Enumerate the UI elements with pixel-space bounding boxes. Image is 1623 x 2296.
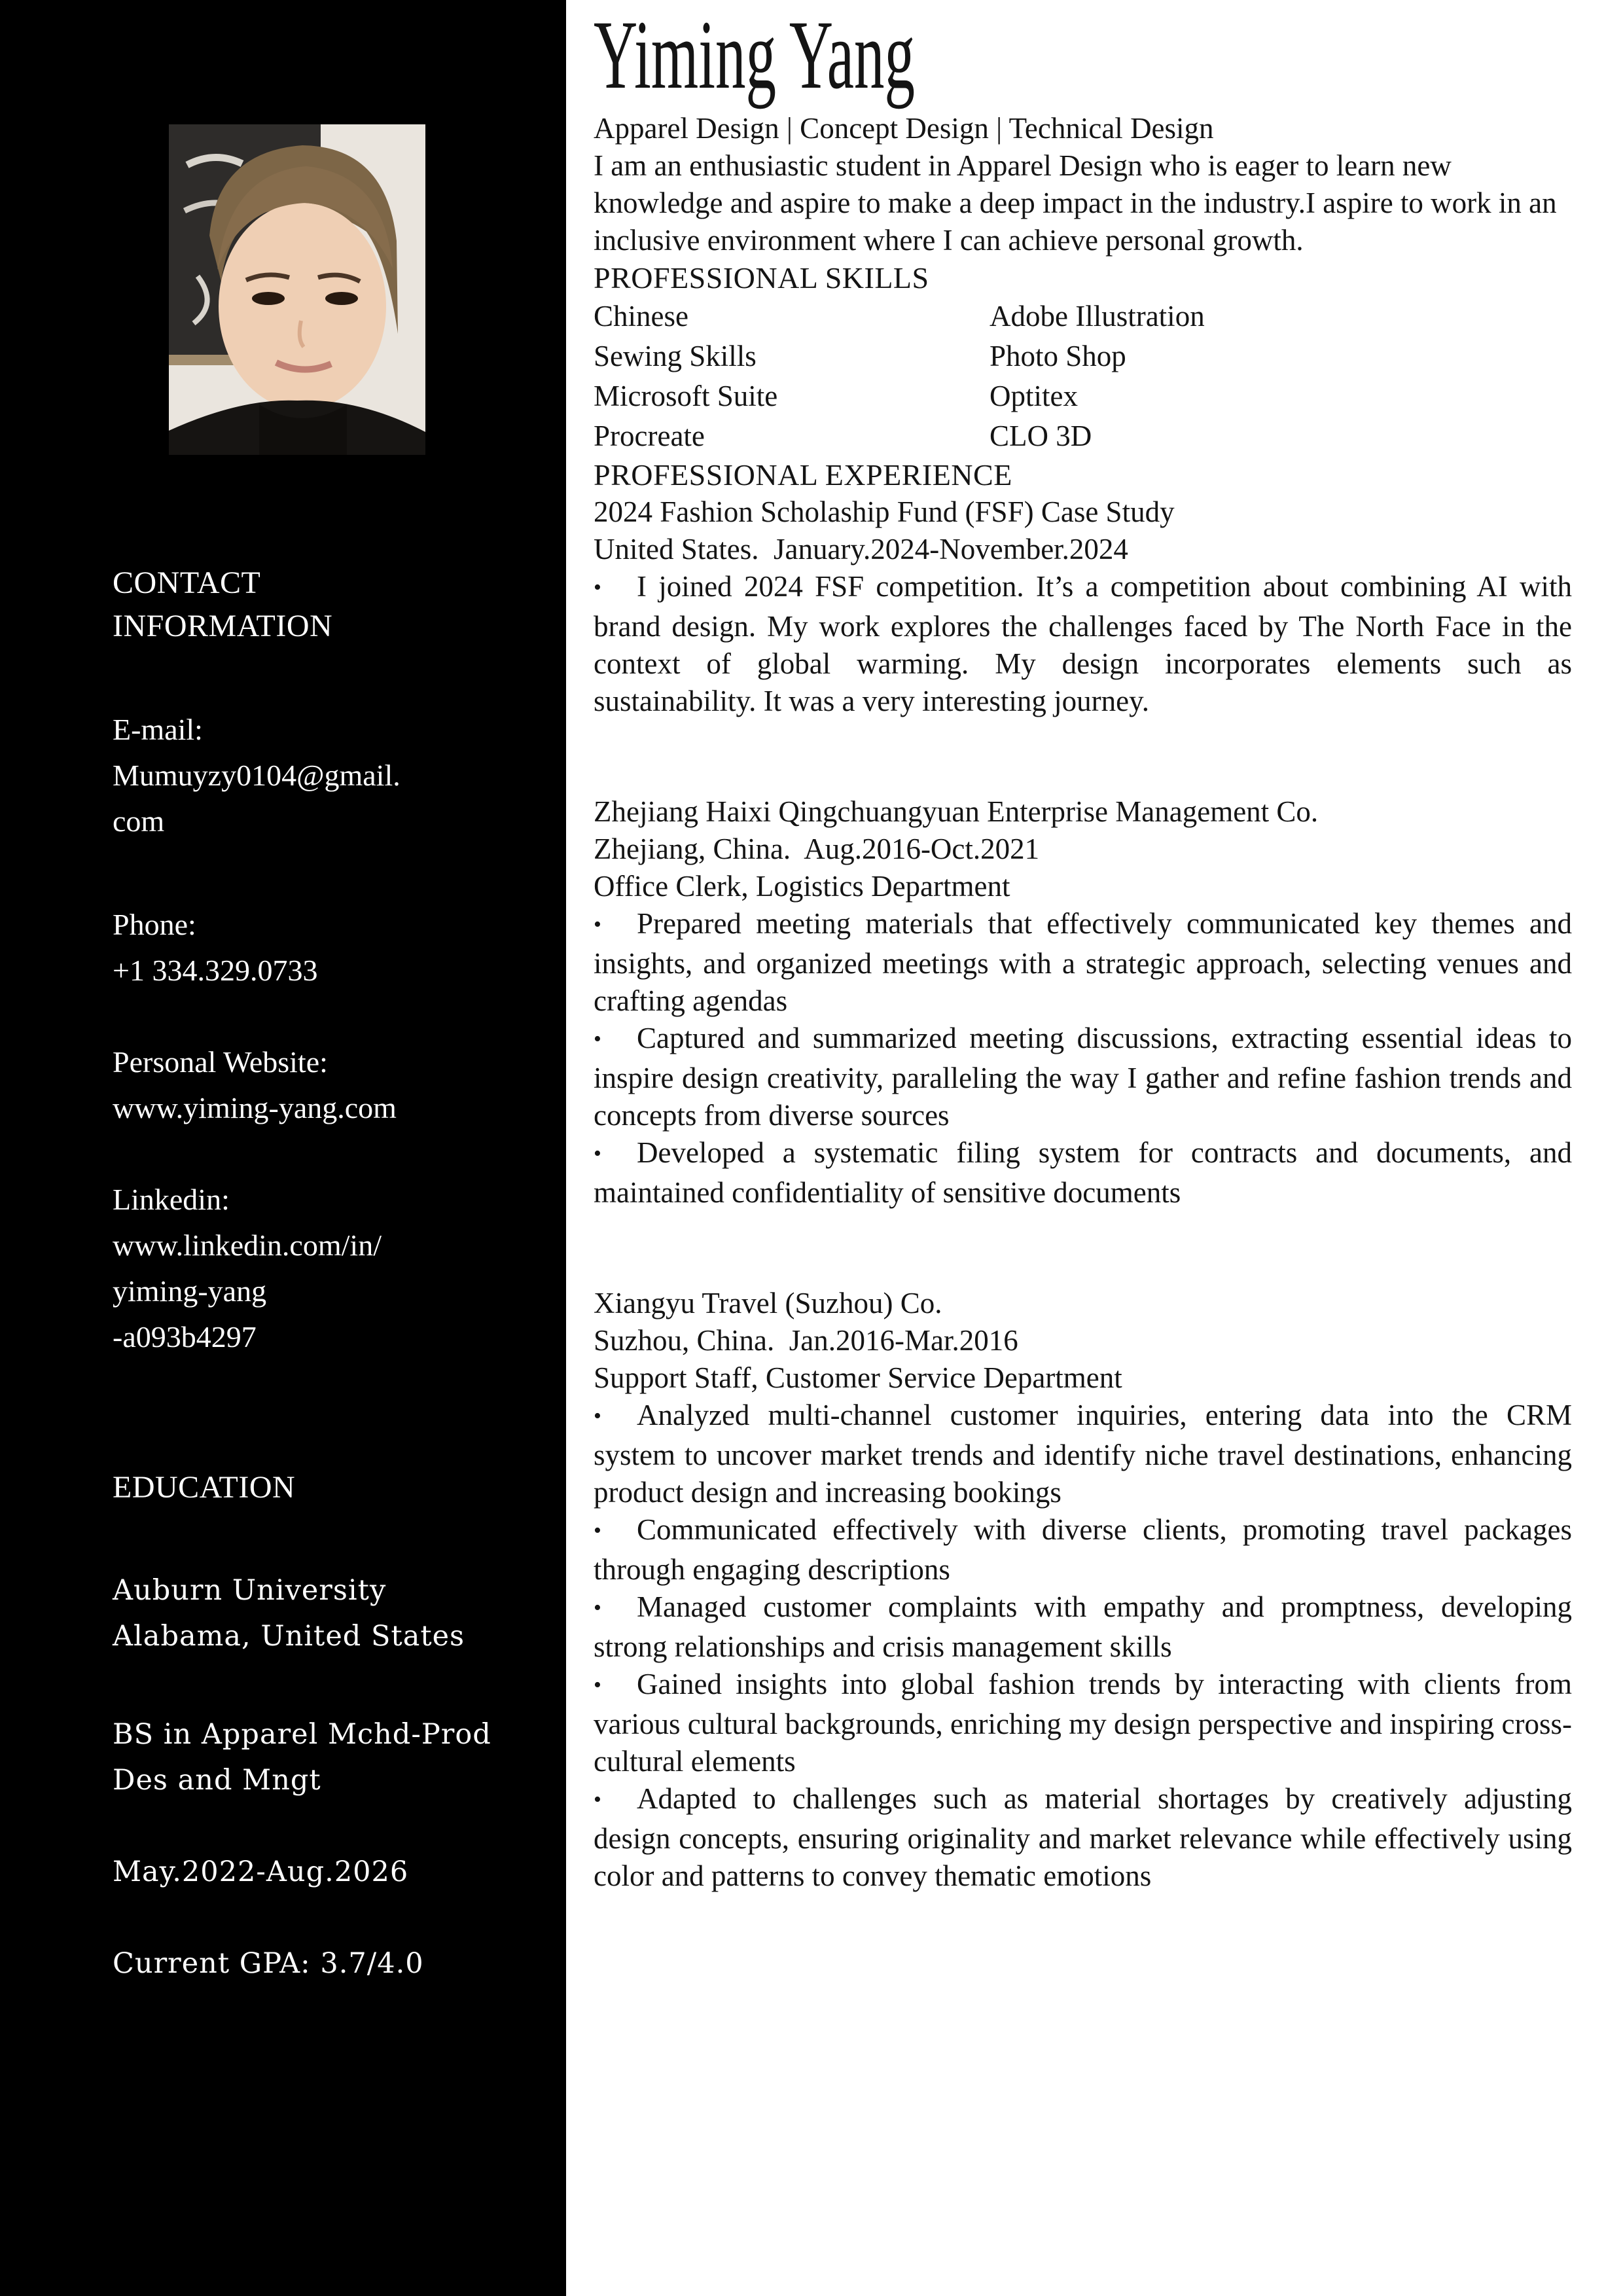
job-bullet (594, 905, 1572, 1020)
job-entry (594, 1285, 1572, 1895)
job-location-dates: United States. January.2024-November.2024 (594, 533, 1128, 565)
website-label: Personal Website: (113, 1045, 328, 1079)
bullet-icon: • (594, 1518, 601, 1543)
skills-column-right (990, 296, 1205, 456)
bullet-text: Developed a systematic filing system for contracts and documents, and maintained confidentiality of sensitive documents (594, 1136, 1572, 1209)
bullet-icon: • (594, 1404, 601, 1428)
tagline: Apparel Design | Concept Design | Technical Design (594, 112, 1214, 145)
linkedin-value-line: www.linkedin.com/in/ (113, 1229, 382, 1262)
job-title: 2024 Fashion Scholaship Fund (FSF) Case Study (594, 495, 1175, 528)
contact-heading-line: INFORMATION (113, 609, 333, 643)
skill-item: Sewing Skills (594, 340, 757, 372)
contact-heading-line: CONTACT (113, 565, 261, 600)
job-bullet (594, 1397, 1572, 1511)
bullet-icon: • (594, 1027, 601, 1051)
summary-paragraph: I am an enthusiastic student in Apparel Design who is eager to learn new knowledge and aspire to make a deep impact in the industry.I aspire to work in an inclusive environment where I can achieve personal growth. (594, 149, 1557, 257)
skill-item: CLO 3D (990, 420, 1092, 452)
bullet-text: Managed customer complaints with empathy and promptness, developing strong relationships and crisis management skills (594, 1590, 1572, 1663)
school-group (113, 1568, 531, 1659)
website-group (113, 1039, 531, 1131)
name-title: Yiming Yang (594, 1, 915, 109)
skill-item: Adobe Illustration (990, 300, 1205, 332)
website-value: www.yiming-yang.com (113, 1091, 397, 1124)
school-location: Alabama, United States (113, 1620, 465, 1653)
skill-item: Photo Shop (990, 340, 1126, 372)
bullet-icon: • (594, 912, 601, 937)
linkedin-value-line: -a093b4297 (113, 1320, 257, 1354)
job-bullet (594, 568, 1572, 720)
skills-table (594, 296, 1572, 456)
main-content (566, 0, 1623, 1895)
phone-value: +1 334.329.0733 (113, 954, 318, 987)
bullet-text: Gained insights into global fashion trends by interacting with clients from various cultural backgrounds, enriching my design perspective and inspiring cross-cultural elements (594, 1668, 1572, 1778)
bullet-icon: • (594, 1787, 601, 1812)
profile-photo-illustration (169, 124, 425, 455)
bullet-text: Adapted to challenges such as material shortages by creatively adjusting design concepts, ensuring originality and market relevance while effectively using color and patterns to convey thematic emotions (594, 1782, 1572, 1892)
skill-item: Chinese (594, 300, 688, 332)
skills-column-left (594, 296, 990, 456)
job-bullet (594, 1134, 1572, 1211)
job-bullet (594, 1780, 1572, 1895)
linkedin-value-line: yiming-yang (113, 1274, 267, 1308)
job-location-dates: Suzhou, China. Jan.2016-Mar.2016 (594, 1324, 1018, 1357)
phone-group (113, 902, 531, 994)
skills-heading: PROFESSIONAL SKILLS (594, 261, 929, 295)
linkedin-label: Linkedin: (113, 1183, 230, 1216)
bullet-icon: • (594, 1673, 601, 1697)
degree-line: BS in Apparel Mchd-Prod (113, 1718, 491, 1751)
skill-item: Microsoft Suite (594, 380, 778, 412)
bullet-text: Captured and summarized meeting discussions, extracting essential ideas to inspire design creativity, paralleling the way I gather and refine fashion trends and concepts from diverse sources (594, 1022, 1572, 1132)
education-dates: May.2022-Aug.2026 (113, 1856, 409, 1888)
job-location-dates: Zhejiang, China. Aug.2016-Oct.2021 (594, 833, 1040, 865)
job-bullet (594, 1020, 1572, 1134)
bullet-text: Communicated effectively with diverse clients, promoting travel packages through engaging descriptions (594, 1513, 1572, 1586)
gpa: Current GPA: 3.7/4.0 (113, 1947, 424, 1980)
job-title: Xiangyu Travel (Suzhou) Co. (594, 1287, 942, 1319)
job-bullet (594, 1666, 1572, 1780)
email-label: E-mail: (113, 713, 203, 746)
education-heading: EDUCATION (113, 1470, 296, 1505)
email-value-line: com (113, 804, 165, 838)
bullet-icon: • (594, 575, 601, 600)
job-bullet (594, 1588, 1572, 1666)
skill-item: Procreate (594, 420, 705, 452)
experience-heading: PROFESSIONAL EXPERIENCE (594, 458, 1012, 492)
school-name: Auburn University (113, 1574, 387, 1607)
skill-item: Optitex (990, 380, 1078, 412)
profile-photo (169, 124, 425, 455)
linkedin-group (113, 1177, 531, 1360)
job-entry (594, 493, 1572, 720)
bullet-text: I joined 2024 FSF competition. It’s a competition about combining AI with brand design. My work explores the challenges faced by The North Face in the context of global warming. My design incorporates elements such as sustainability. It was a very interesting journey. (594, 570, 1572, 717)
degree-group (113, 1712, 531, 1803)
bullet-icon: • (594, 1141, 601, 1166)
contact-heading (113, 562, 531, 648)
job-entry (594, 793, 1572, 1211)
job-bullet (594, 1511, 1572, 1588)
sidebar (0, 0, 566, 2296)
job-role: Support Staff, Customer Service Department (594, 1361, 1122, 1394)
email-group (113, 707, 531, 844)
degree-line: Des and Mngt (113, 1764, 321, 1797)
job-role: Office Clerk, Logistics Department (594, 870, 1010, 903)
bullet-text: Analyzed multi-channel customer inquiries, entering data into the CRM system to uncover market trends and identify niche travel destinations, enhancing product design and increasing bookings (594, 1399, 1572, 1509)
bullet-icon: • (594, 1596, 601, 1620)
job-title: Zhejiang Haixi Qingchuangyuan Enterprise Management Co. (594, 795, 1319, 828)
phone-label: Phone: (113, 908, 196, 941)
email-value-line: Mumuyzy0104@gmail. (113, 759, 401, 792)
bullet-text: Prepared meeting materials that effectively communicated key themes and insights, and organized meetings with a strategic approach, selecting venues and crafting agendas (594, 907, 1572, 1017)
